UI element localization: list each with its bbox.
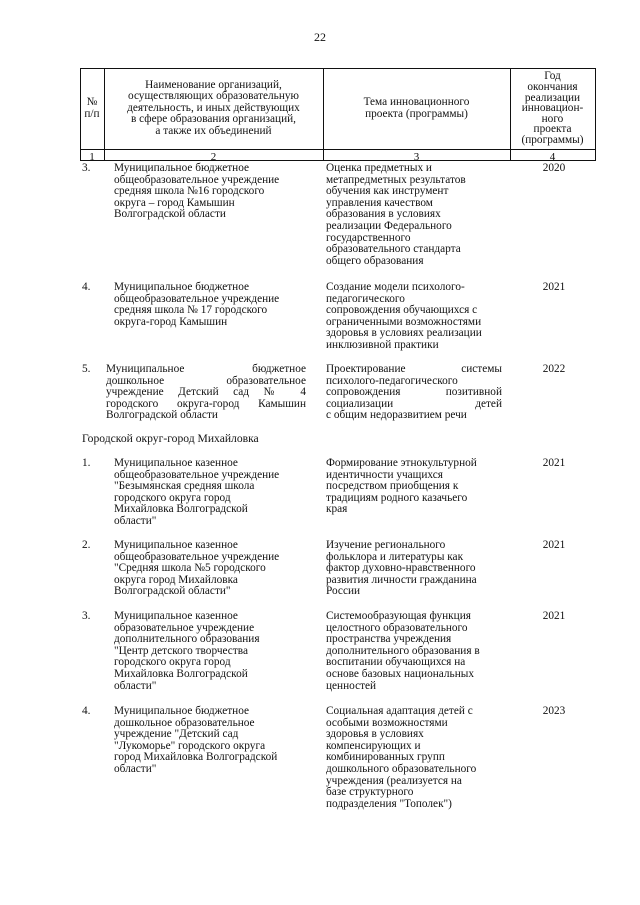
- organization-name: [114, 163, 307, 221]
- text-line: реализации Федерального: [326, 219, 452, 232]
- text-line: окончания: [527, 81, 578, 94]
- header-organization: [104, 68, 323, 149]
- text-line: инклюзивной практики: [326, 338, 439, 351]
- text-line: "Средняя школа №5 городского: [114, 562, 266, 575]
- project-topic: [326, 282, 502, 352]
- text-line: Системообразующая функция: [326, 610, 471, 622]
- text-line: город Михайловка Волгоградской: [114, 751, 278, 764]
- text-line: метапредметных результатов: [326, 173, 466, 186]
- text-line: государственного: [326, 231, 411, 244]
- page-number: 22: [314, 30, 326, 44]
- row-number: 3.: [82, 610, 91, 622]
- text-line: Социальная адаптация детей с: [326, 705, 473, 717]
- project-topic: [326, 540, 502, 598]
- row-number: 3.: [82, 162, 91, 174]
- text-line: России: [326, 585, 361, 598]
- header-project-topic: [323, 68, 510, 149]
- text-line: городского округа-город Камышин: [106, 397, 306, 410]
- text-line: Создание модели психолого-: [326, 281, 465, 293]
- text-line: общеобразовательное учреждение: [114, 292, 280, 305]
- text-line: Год: [544, 70, 561, 83]
- text-line: воспитании обучающихся на: [326, 656, 466, 669]
- text-line: Муниципальное бюджетное: [106, 363, 306, 375]
- text-line: комбинированных групп: [326, 751, 445, 764]
- text-line: округа – город Камышин: [114, 196, 235, 209]
- text-line: традициям родного казачьего: [326, 491, 468, 504]
- text-line: образовательного стандарта: [326, 243, 461, 256]
- text-line: здоровья в условиях реализации: [326, 327, 482, 340]
- organization-name: [114, 458, 307, 528]
- text-line: посредством приобщения к: [326, 480, 459, 493]
- text-line: Михайловка Волгоградской: [114, 667, 248, 680]
- row-number: 4.: [82, 705, 91, 717]
- project-topic: [326, 458, 502, 516]
- text-line: (программы): [521, 133, 584, 146]
- end-year: 2021: [542, 539, 566, 551]
- project-topic: [326, 163, 502, 267]
- organization-name: [114, 611, 307, 692]
- text-line: округа-город Камышин: [114, 315, 228, 328]
- text-line: средняя школа №16 городского: [114, 185, 265, 198]
- section-title: Городской округ-город Михайловка: [82, 432, 259, 445]
- text-line: городского округа город: [114, 656, 231, 669]
- text-line: Проектирование системы: [326, 363, 502, 375]
- row-number: 4.: [82, 281, 91, 293]
- column-number: 1: [89, 151, 95, 163]
- text-line: фольклора и литературы как: [326, 550, 464, 563]
- text-line: подразделения "Тополек"): [326, 797, 452, 810]
- end-year: 2022: [542, 363, 566, 375]
- text-line: общего образования: [326, 254, 424, 267]
- text-line: социализации детей: [326, 397, 502, 410]
- text-line: а также их объединений: [155, 124, 272, 137]
- text-line: учреждение Детский сад № 4: [106, 386, 306, 399]
- text-line: Волгоградской области: [114, 208, 226, 221]
- text-line: реализации: [524, 91, 581, 104]
- text-line: проекта (программы): [365, 107, 468, 120]
- text-line: п/п: [84, 107, 100, 120]
- text-line: основе базовых национальных: [326, 667, 474, 680]
- text-line: фактор духовно-нравственного: [326, 562, 476, 575]
- text-line: проекта: [533, 123, 572, 136]
- text-line: ценностей: [326, 679, 377, 692]
- text-line: учреждения (реализуется на: [326, 774, 462, 787]
- text-line: №: [86, 95, 98, 108]
- text-line: развития личности гражданина: [326, 573, 477, 586]
- text-line: сопровождения обучающихся с: [326, 304, 478, 317]
- text-line: дополнительного образования: [114, 633, 260, 646]
- end-year: 2023: [542, 705, 566, 717]
- text-line: дошкольное образовательное: [106, 374, 306, 387]
- text-line: образования в условиях: [326, 208, 441, 221]
- text-line: средняя школа № 17 городского: [114, 304, 268, 317]
- text-line: особыми возможностями: [326, 716, 448, 729]
- organization-name: [114, 540, 307, 598]
- text-line: Муниципальное бюджетное: [114, 281, 250, 293]
- row-number: 2.: [82, 539, 91, 551]
- text-line: "Безымянская средняя школа: [114, 480, 255, 493]
- text-line: области": [114, 514, 157, 527]
- header-end-year: [510, 68, 595, 149]
- text-line: Оценка предметных и: [326, 162, 432, 174]
- text-line: "Центр детского творчества: [114, 644, 248, 657]
- text-line: Муниципальное казенное: [114, 457, 238, 469]
- text-line: общеобразовательное учреждение: [114, 173, 280, 186]
- text-line: Муниципальное казенное: [114, 610, 238, 622]
- text-line: края: [326, 503, 348, 516]
- text-line: дошкольного образовательного: [326, 762, 477, 775]
- text-line: осуществляющих образовательную: [128, 90, 299, 103]
- table-header: [80, 68, 596, 150]
- column-number: 3: [413, 151, 420, 163]
- text-line: области": [114, 679, 157, 692]
- text-line: Михайловка Волгоградской: [114, 503, 248, 516]
- text-line: педагогического: [326, 292, 405, 305]
- text-line: округа город Михайловка: [114, 573, 238, 586]
- text-line: Муниципальное бюджетное: [114, 705, 250, 717]
- text-line: управления качеством: [326, 196, 433, 209]
- text-line: обучения как инструмент: [326, 185, 449, 198]
- text-line: Наименование организаций,: [145, 78, 282, 91]
- text-line: городского округа город: [114, 491, 231, 504]
- text-line: идентичности учащихся: [326, 468, 443, 481]
- column-number: 2: [210, 151, 217, 163]
- project-topic: [326, 364, 502, 422]
- end-year: 2020: [542, 162, 566, 174]
- organization-name: [106, 364, 306, 422]
- text-line: пространства учреждения: [326, 633, 452, 646]
- text-line: учреждение "Детский сад: [114, 728, 239, 741]
- text-line: деятельность, и иных действующих: [127, 101, 300, 114]
- row-number: 1.: [82, 457, 91, 469]
- text-line: Муниципальное бюджетное: [114, 162, 250, 174]
- text-line: ограниченными возможностями: [326, 315, 482, 328]
- end-year: 2021: [542, 281, 566, 293]
- text-line: с общим недоразвитием речи: [326, 409, 467, 422]
- header-number: [80, 68, 104, 149]
- text-line: "Лукоморье" городского округа: [114, 739, 266, 752]
- text-line: Тема инновационного: [363, 95, 470, 108]
- project-topic: [326, 611, 502, 692]
- text-line: дополнительного образования в: [326, 644, 480, 657]
- text-line: Волгоградской области: [106, 409, 218, 422]
- text-line: общеобразовательное учреждение: [114, 550, 280, 563]
- text-line: в сфере образования организаций,: [130, 113, 296, 126]
- text-line: области": [114, 762, 157, 775]
- organization-name: [114, 706, 307, 776]
- text-line: целостного образовательного: [326, 621, 468, 634]
- text-line: Волгоградской области": [114, 585, 231, 598]
- text-line: психолого-педагогического: [326, 374, 458, 387]
- row-number: 5.: [82, 363, 91, 375]
- text-line: дошкольное образовательное: [114, 716, 255, 729]
- text-line: образовательное учреждение: [114, 621, 255, 634]
- end-year: 2021: [542, 610, 566, 622]
- organization-name: [114, 282, 307, 328]
- text-line: базе структурного: [326, 786, 414, 799]
- column-number: 4: [549, 151, 556, 163]
- text-line: общеобразовательное учреждение: [114, 468, 280, 481]
- text-line: Муниципальное казенное: [114, 539, 238, 551]
- text-line: компенсирующих и: [326, 739, 421, 752]
- project-topic: [326, 706, 502, 810]
- end-year: 2021: [542, 457, 566, 469]
- text-line: инновацион-: [521, 102, 584, 115]
- text-line: Изучение регионального: [326, 539, 446, 551]
- text-line: сопровождения позитивной: [326, 386, 502, 399]
- text-line: ного: [541, 112, 564, 125]
- text-line: здоровья в условиях: [326, 728, 424, 741]
- text-line: Формирование этнокультурной: [326, 457, 477, 469]
